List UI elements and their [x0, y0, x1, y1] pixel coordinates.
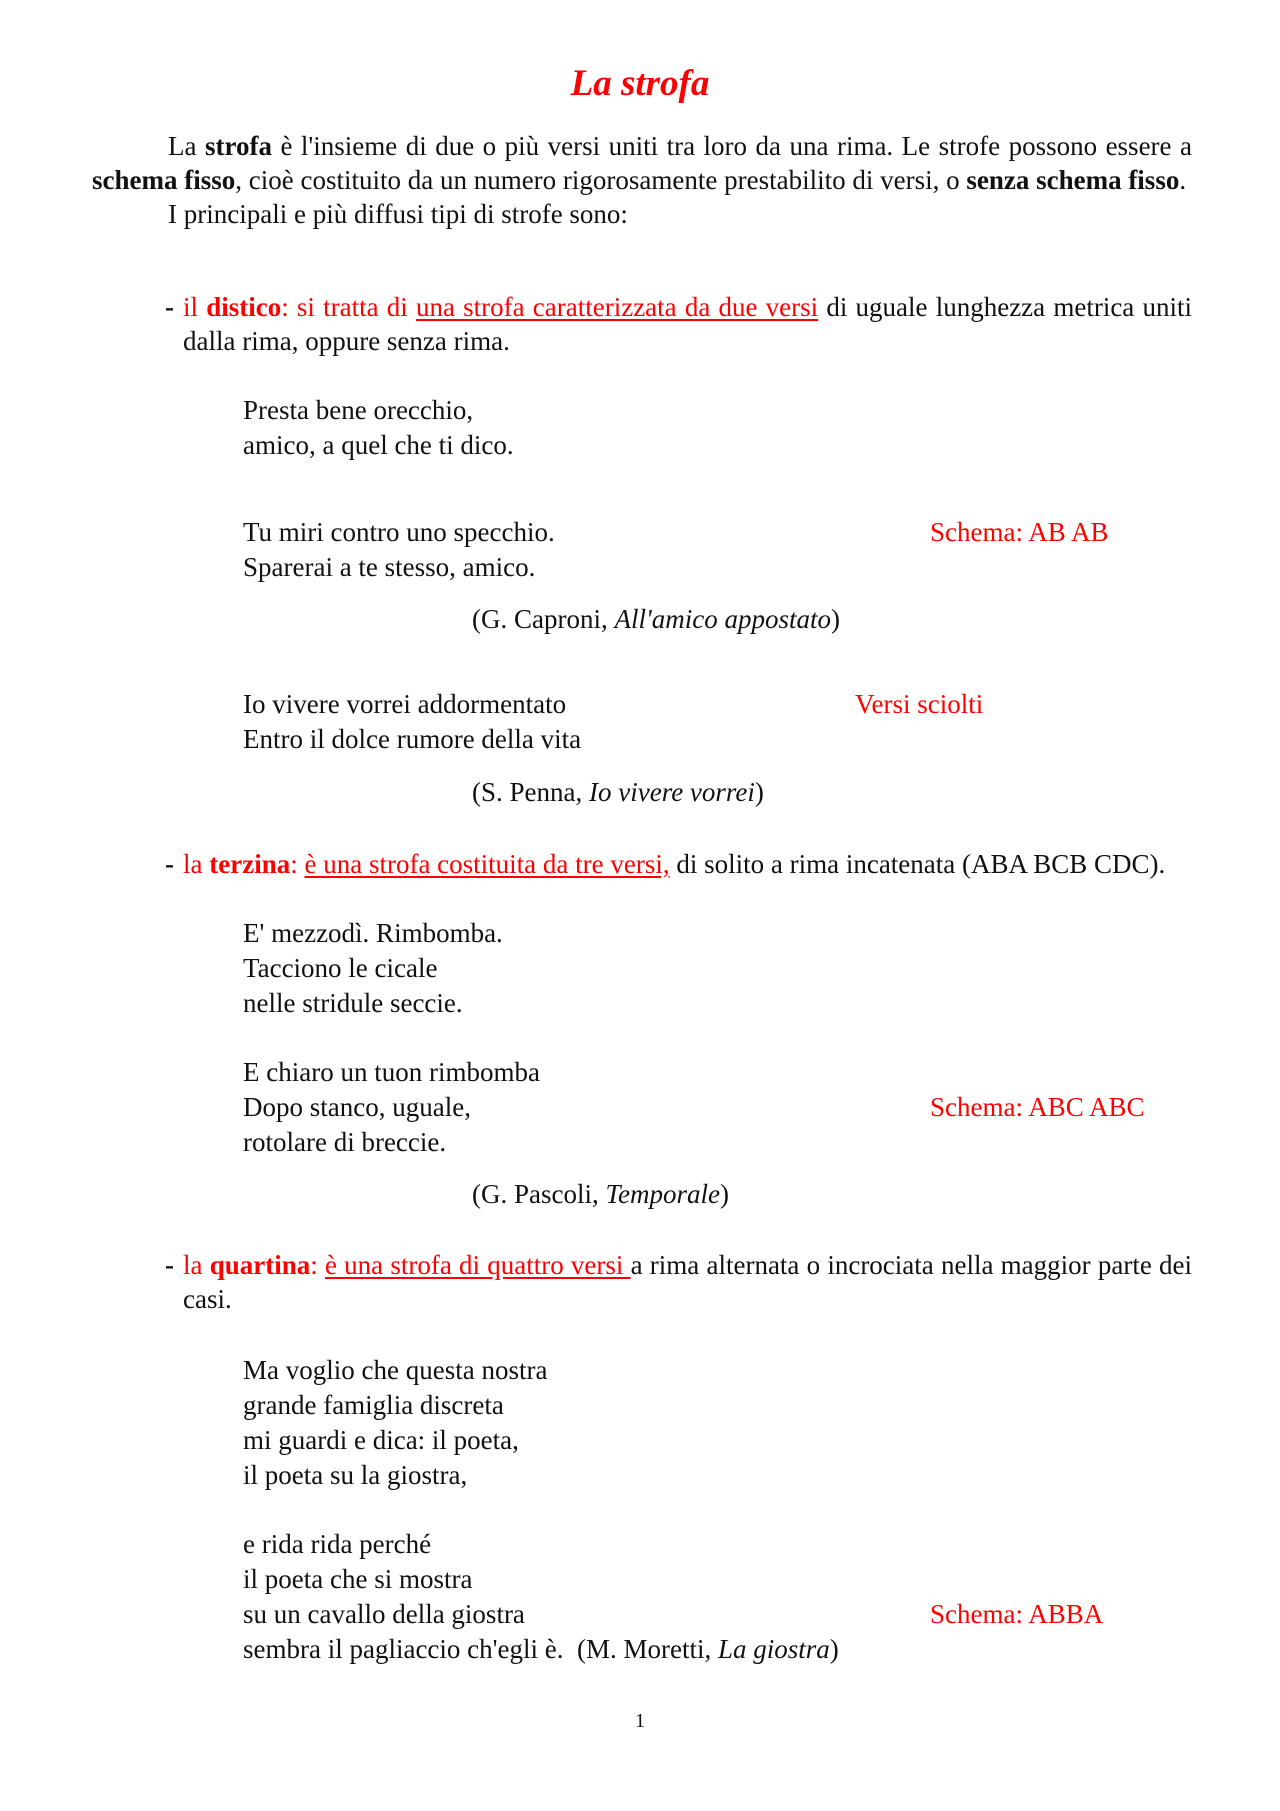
definition-quartina: è una strofa di quattro versi	[324, 1250, 631, 1280]
term-quartina: quartina	[209, 1250, 311, 1280]
verse-line: nelle stridule seccie.	[243, 988, 463, 1018]
verse-line: amico, a quel che ti dico.	[243, 430, 514, 460]
verse-line: E chiaro un tuon rimbomba	[243, 1057, 540, 1087]
schema-label: Schema: ABC ABC	[930, 1092, 1145, 1122]
definition-terzina: è una strofa costituita da tre versi,	[304, 849, 670, 879]
verse-line: Sparerai a te stesso, amico.	[243, 552, 536, 582]
verse-line: grande famiglia discreta	[243, 1390, 504, 1420]
term-strofa: strofa	[204, 131, 272, 161]
intro-list-lead: I principali e più diffusi tipi di strofe sono:	[168, 199, 628, 229]
citation-title: La giostra	[717, 1634, 830, 1664]
bullet-quartina: - la quartina: è una strofa di quattro versi a rima alternata o incrociata nella maggior parte dei casi.	[165, 1250, 1192, 1314]
verse-line: Ma voglio che questa nostra	[243, 1355, 548, 1385]
verse-line: Dopo stanco, uguale,	[243, 1092, 471, 1122]
verse-line-with-citation: sembra il pagliaccio ch'egli è. (M. Moretti, La giostra)	[243, 1634, 839, 1664]
bullet-distico: - il distico: si tratta di una strofa caratterizzata da due versi di uguale lunghezza metrica uniti dalla rima, oppure senza rima.	[165, 292, 1192, 356]
verse-line: il poeta che si mostra	[243, 1564, 473, 1594]
verse-line: E' mezzodì. Rimbomba.	[243, 918, 503, 948]
citation: (G. Pascoli, Temporale)	[472, 1179, 729, 1209]
bullet-dash: -	[165, 292, 174, 322]
verse-line: rotolare di breccie.	[243, 1127, 447, 1157]
term-senza-schema-fisso: senza schema fisso	[966, 165, 1180, 195]
verse-line: Entro il dolce rumore della vita	[243, 724, 582, 754]
verse-line: e rida rida perché	[243, 1529, 432, 1559]
term-terzina: terzina	[209, 849, 291, 879]
term-schema-fisso: schema fisso	[92, 165, 236, 195]
schema-label: Versi sciolti	[855, 689, 984, 719]
page-title: La strofa	[570, 63, 710, 104]
citation-title: Io vivere vorrei	[589, 777, 755, 807]
verse-line: Tacciono le cicale	[243, 953, 438, 983]
schema-label: Schema: AB AB	[930, 517, 1109, 547]
citation: (G. Caproni, All'amico appostato)	[472, 604, 840, 634]
verse-line: mi guardi e dica: il poeta,	[243, 1425, 519, 1455]
verse-line: il poeta su la giostra,	[243, 1460, 468, 1490]
citation: (S. Penna, Io vivere vorrei)	[472, 777, 764, 807]
bullet-terzina: - la terzina: è una strofa costituita da tre versi, di solito a rima incatenata (ABA BCB CDC).	[165, 849, 1166, 879]
page-number: 1	[635, 1710, 645, 1732]
term-distico: distico	[206, 292, 282, 322]
verse-line: su un cavallo della giostra	[243, 1599, 525, 1629]
citation: (M. Moretti, La giostra)	[576, 1634, 839, 1664]
verse-line: Presta bene orecchio,	[243, 395, 474, 425]
definition-distico: una strofa caratterizzata da due versi	[415, 292, 819, 322]
citation-title: Temporale	[605, 1179, 720, 1209]
schema-label: Schema: ABBA	[930, 1599, 1104, 1629]
citation-title: All'amico appostato	[614, 604, 831, 634]
bullet-dash: -	[165, 1250, 174, 1280]
verse-line: Tu miri contro uno specchio.	[243, 517, 555, 547]
intro-paragraph: La strofa è l'insieme di due o più versi uniti tra loro da una rima. Le strofe possono essere a schema fisso, cioè costituito da un numero rigorosamente prestabilito di versi, o senza schema fisso. I principali e più diffusi tipi di strofe sono:	[92, 131, 1192, 229]
bullet-dash: -	[165, 849, 174, 879]
verse-line: Io vivere vorrei addormentato	[243, 689, 567, 719]
